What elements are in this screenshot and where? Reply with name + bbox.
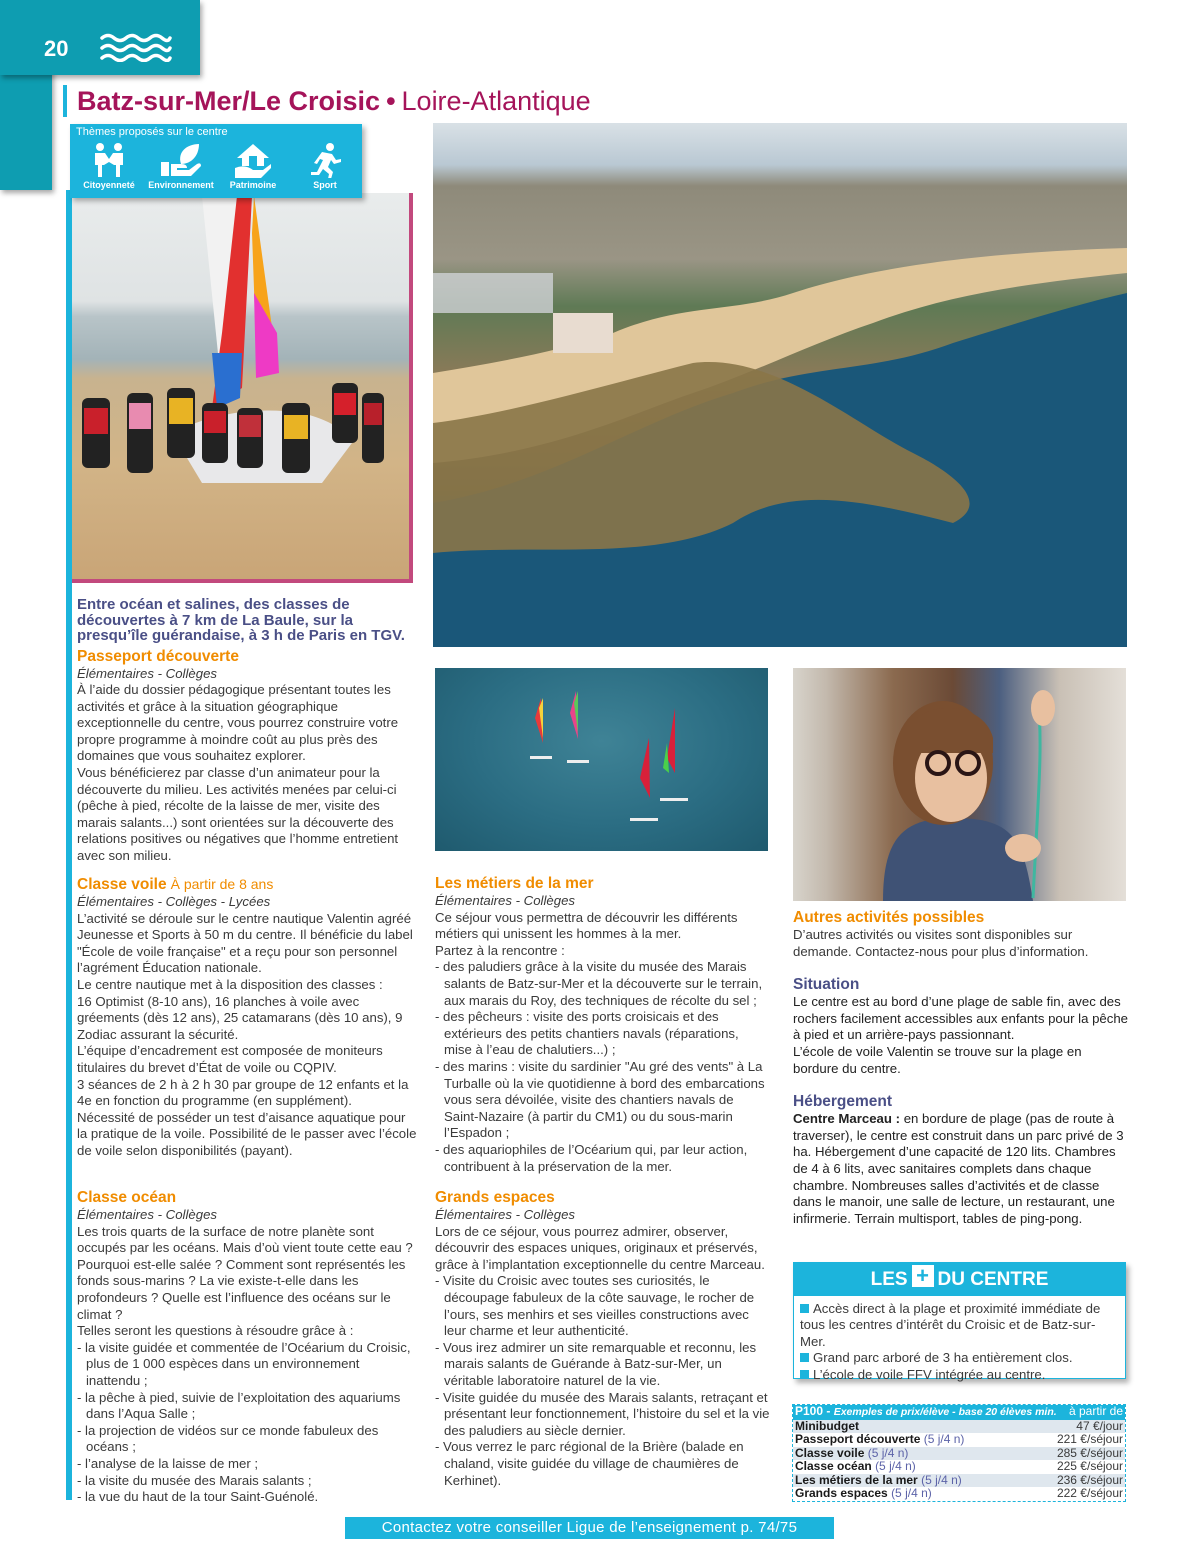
paragraph: Les trois quarts de la surface de notre planète sont occupés par les océans. Mais d’où vient toute cette eau ? Pourquoi est-elle salée ? Comment sont représentés les fonds sous-marins ? La vie existe-t-elle dans les profondeurs ? Quelle est l’influence des océans sur le climat ? — [77, 1223, 413, 1322]
paragraph: Lors de ce séjour, vous pourrez admirer, observer, découvrir des espaces uniques, originaux et préservés, grâce à l’implantation exceptionnelle du centre Marceau. — [435, 1223, 765, 1272]
list-item: - la projection de vidéos sur ce monde fabuleux des océans ; — [77, 1422, 379, 1455]
photo-girl-tying-knot — [793, 668, 1126, 901]
price-table — [792, 1404, 1126, 1502]
levels-ocean: Élémentaires - Collèges — [77, 1207, 217, 1222]
section-classe-ocean — [77, 1189, 417, 1506]
theme-label: Citoyenneté — [83, 180, 135, 190]
section-title-voile — [77, 875, 417, 894]
levels-metiers: Élémentaires - Collèges — [435, 893, 575, 908]
price-code: P100 - — [795, 1404, 831, 1418]
row-price: 236 €/séjour — [1056, 1472, 1123, 1487]
row-price: 47 €/jour — [1076, 1418, 1123, 1433]
price-caption-text: Exemples de prix/élève - base 20 élèves min. — [833, 1406, 1057, 1418]
plus-icon: + — [912, 1265, 934, 1287]
price-row — [793, 1447, 1125, 1461]
row-duration: (5 j/4 n) — [867, 1445, 909, 1460]
title-accent-bar — [63, 85, 67, 117]
levels-voile: Élémentaires - Collèges - Lycées — [77, 894, 271, 909]
title-left: LES — [870, 1269, 908, 1290]
paragraph: 3 séances de 2 h à 2 h 30 par groupe de 12 enfants et la 4e en fonction du programme (en supplément). — [77, 1076, 409, 1109]
price-table-header — [793, 1405, 1125, 1420]
list-item: - la visite du musée des Marais salants ; — [77, 1472, 312, 1488]
text: en bordure de plage (pas de route à traverser), le centre est construit dans un parc privé de 3 ha. Hébergement d’une capacité de 120 lits. Chambres de 4 à 6 lits, avec sanitaires complets dans chaque chambre. Nombreuses salles d’activités et de classe dans le manoir, une salle de lecture, un restaurant, une infirmerie. Terrain multisport, tables de ping-pong. — [793, 1111, 1124, 1226]
theme-label: Patrimoine — [229, 180, 277, 190]
contact-footer: Contactez votre conseiller Ligue de l’enseignement p. 74/75 — [345, 1517, 834, 1539]
highlights-title — [794, 1263, 1125, 1296]
theme-label: Environnement — [148, 180, 214, 190]
section-title-situation: Situation — [793, 976, 860, 994]
price-row — [793, 1433, 1125, 1447]
house-hand-icon — [233, 142, 273, 178]
list-item — [800, 1301, 1119, 1350]
list-item: - Vous irez admirer un site remarquable et reconnu, les marais salants de Guérande à Batz-sur-Mer, un véritable laboratoire naturel de la vie. — [435, 1339, 757, 1388]
paragraph: Nécessité de posséder un test d’aisance aquatique pour la pratique de la voile. Possibilité de le passer avec l’école de voile selon disponibilités (payant). — [77, 1109, 417, 1158]
paragraph: 16 Optimist (8-10 ans), 16 planches à voile avec gréements (dès 12 ans), 25 catamarans (dès 10 ans), 9 Zodiac assurant la sécurité. — [77, 993, 403, 1042]
paragraph: L’équipe d’encadrement est composée de moniteurs titulaires du brevet d’État de voile ou CQPIV. — [77, 1043, 383, 1075]
theme-label: Sport — [313, 180, 337, 190]
highlights-box — [793, 1262, 1126, 1382]
row-duration: (5 j/4 n) — [921, 1472, 962, 1487]
row-name: Minibudget — [795, 1418, 859, 1433]
age-label: À partir de 8 ans — [170, 876, 274, 892]
row-duration: (5 j/4 n) — [875, 1459, 916, 1473]
title: Classe voile — [77, 876, 167, 893]
paragraph: Vous bénéficierez par classe d’un animateur pour la découverte du milieu. Les activités menées par celui-ci (pêche à pied, récolte de la laisse de mer, visite des marais salants...) sont orientées sur la découverte des relations positives ou négatives que l’homme entretient avec son milieu. — [77, 765, 399, 864]
row-name: Classe voile — [795, 1445, 865, 1460]
title-region: Loire-Atlantique — [401, 86, 591, 116]
list-item: - Visite du Croisic avec toutes ses curiosités, le découpage fabuleux de la côte sauvage, le rocher de l’ours, ses menhirs et ses vieilles constructions avec leur charme et leur authenticité. — [435, 1273, 755, 1339]
price-caption — [795, 1405, 1057, 1420]
list-item: - des aquariophiles de l’Océarium qui, par leur action, contribuent à la préservation de la mer. — [435, 1141, 748, 1174]
theme-patrimoine — [218, 142, 288, 190]
from-label: à partir de — [1068, 1404, 1123, 1418]
paragraph: L’activité se déroule sur le centre nautique Valentin agréé Jeunesse et Sports à 50 m du centre. Il bénéficie du label "École de voile française" et a reçu pour son personnel l’agrément Éducation nationale. — [77, 910, 413, 976]
row-name: Passeport découverte — [795, 1432, 921, 1446]
section-title-autres: Autres activités possibles — [793, 909, 985, 926]
section-grands-espaces — [435, 1189, 770, 1489]
title-separator: • — [386, 86, 396, 116]
page-number: 20 — [44, 36, 69, 61]
item-text: Grand parc arboré de 3 ha entièrement clos. — [813, 1350, 1073, 1366]
section-title-passeport: Passeport découverte — [77, 647, 239, 665]
price-row — [793, 1460, 1125, 1474]
list-item: - la visite guidée et commentée de l’Océarium du Croisic, plus de 1 000 espèces dans un environnement inattendu ; — [77, 1339, 411, 1388]
aerial-coast-illustration — [433, 123, 1127, 647]
item-text: Accès direct à la plage et proximité immédiate de tous les centres d’intérêt du Croisic et de Batz-sur-Mer. — [800, 1301, 1101, 1349]
section-classe-voile — [77, 875, 417, 1160]
theme-citoyennete — [74, 142, 144, 190]
left-column-top — [77, 597, 417, 865]
girl-illustration — [793, 668, 1126, 901]
right-column-text — [793, 909, 1128, 1227]
row-duration: (5 j/4 n) — [891, 1486, 932, 1500]
square-bullet-icon — [800, 1304, 809, 1313]
lead: Centre Marceau : — [793, 1111, 901, 1127]
paragraph: Le centre est au bord d’une plage de sable fin, avec des rochers facilement accessibles aux enfants pour la pêche à pied et un arrière-pays passionnant. — [793, 994, 1128, 1043]
list-item: - l’analyse de la laisse de mer ; — [77, 1455, 259, 1471]
levels-grands: Élémentaires - Collèges — [435, 1207, 575, 1222]
list-item: - des marins : visite du sardinier "Au gré des vents" à La Turballe où la vie quotidienne à bord des embarcations vous sera dévoilée, visite des chantiers navals de Saint-Nazaire (à partir du CM1) ou du sous-marin l’Espadon ; — [435, 1058, 765, 1141]
title-main: Batz-sur-Mer/Le Croisic — [77, 86, 381, 116]
photo-aerial-coast — [433, 123, 1127, 647]
levels-passeport: Élémentaires - Collèges — [77, 665, 217, 681]
row-price: 221 €/séjour — [1056, 1432, 1123, 1446]
paragraph: Ce séjour vous permettra de découvrir les différents métiers qui unissent les hommes à la mer. — [435, 909, 738, 942]
item-text: L’école de voile FFV intégrée au centre. — [813, 1366, 1046, 1382]
row-name: Grands espaces — [795, 1486, 888, 1500]
list-item: - la pêche à pied, suivie de l’exploitation des aquariums dans l’Aqua Salle ; — [77, 1389, 401, 1422]
row-name: Classe océan — [795, 1459, 872, 1473]
leaf-hand-icon — [159, 142, 203, 178]
section-title-metiers: Les métiers de la mer — [435, 875, 594, 892]
list-item — [800, 1367, 1119, 1383]
theme-sport — [290, 142, 360, 190]
theme-environnement — [146, 142, 216, 190]
paragraph — [793, 1111, 1128, 1227]
catamaran-illustration — [72, 193, 413, 583]
paragraph: Partez à la rencontre : — [435, 942, 565, 958]
list-item: - Vous verrez le parc régional de la Brière (balade en chaland, visite guidée du village de chaumières de Kerhinet). — [435, 1439, 744, 1488]
themes-label: Thèmes proposés sur le centre — [76, 126, 228, 138]
handshake-icon — [92, 142, 126, 178]
paragraph: Le centre nautique met à la disposition des classes : — [77, 976, 383, 992]
paragraph: D’autres activités ou visites sont disponibles sur demande. Contactez-nous pour plus d’information. — [793, 927, 1089, 959]
themes-box — [70, 124, 362, 198]
price-row — [793, 1487, 1125, 1501]
list-item — [800, 1350, 1119, 1366]
photo-children-catamaran-beach — [72, 193, 413, 583]
page-title — [77, 85, 591, 117]
sailboats-illustration — [435, 668, 768, 851]
price-row — [793, 1474, 1125, 1488]
row-price: 222 €/séjour — [1056, 1486, 1123, 1500]
section-title-hebergement: Hébergement — [793, 1093, 893, 1111]
paragraph: À l’aide du dossier pédagogique présentant toutes les activités et grâce à la situation géographique exceptionnelle du centre, vous pourrez construire votre propre programme à moindre coût au plus près des domaines que vous souhaitez explorer. — [77, 682, 399, 764]
intro-text: Entre océan et salines, des classes de découvertes à 7 km de La Baule, sur la presqu’île guérandaise, à 3 h de Paris en TGV. — [77, 596, 405, 644]
paragraph: L’école de voile Valentin se trouve sur la plage en bordure du centre. — [793, 1043, 1082, 1076]
list-item: - des paludiers grâce à la visite du musée des Marais salants de Batz-sur-Mer et la découverte sur le terrain, aux marais du Roy, des techniques de récolte du sel ; — [435, 959, 763, 1008]
list-item: - la vue du haut de la tour Saint-Guénolé. — [77, 1489, 319, 1505]
square-bullet-icon — [800, 1370, 809, 1379]
row-duration: (5 j/4 n) — [923, 1432, 965, 1446]
section-metiers — [435, 875, 770, 1175]
row-name: Les métiers de la mer — [795, 1472, 918, 1487]
photo-sailboats-at-sea — [435, 668, 768, 851]
waves-icon — [100, 32, 172, 62]
runner-icon — [308, 142, 342, 178]
list-item: - Visite guidée du musée des Marais salants, retraçant et présentant leur fonctionnement, l’histoire du sel et la vie des paludiers au siècle dernier. — [435, 1389, 770, 1438]
list-item: - des pêcheurs : visite des ports croisicais et des extérieurs des petits chantiers navals (réparations, mise à l’eau de chalutiers...) ; — [435, 1009, 739, 1058]
title-right: DU CENTRE — [937, 1269, 1049, 1290]
price-row — [793, 1420, 1125, 1434]
section-title-ocean: Classe océan — [77, 1189, 177, 1206]
highlights-list — [794, 1296, 1125, 1388]
row-price: 225 €/séjour — [1056, 1459, 1123, 1473]
paragraph: Telles seront les questions à résoudre grâce à : — [77, 1323, 354, 1339]
section-title-grands: Grands espaces — [435, 1189, 555, 1206]
square-bullet-icon — [800, 1353, 809, 1362]
row-price: 285 €/séjour — [1056, 1445, 1123, 1460]
price-rows — [793, 1420, 1125, 1501]
